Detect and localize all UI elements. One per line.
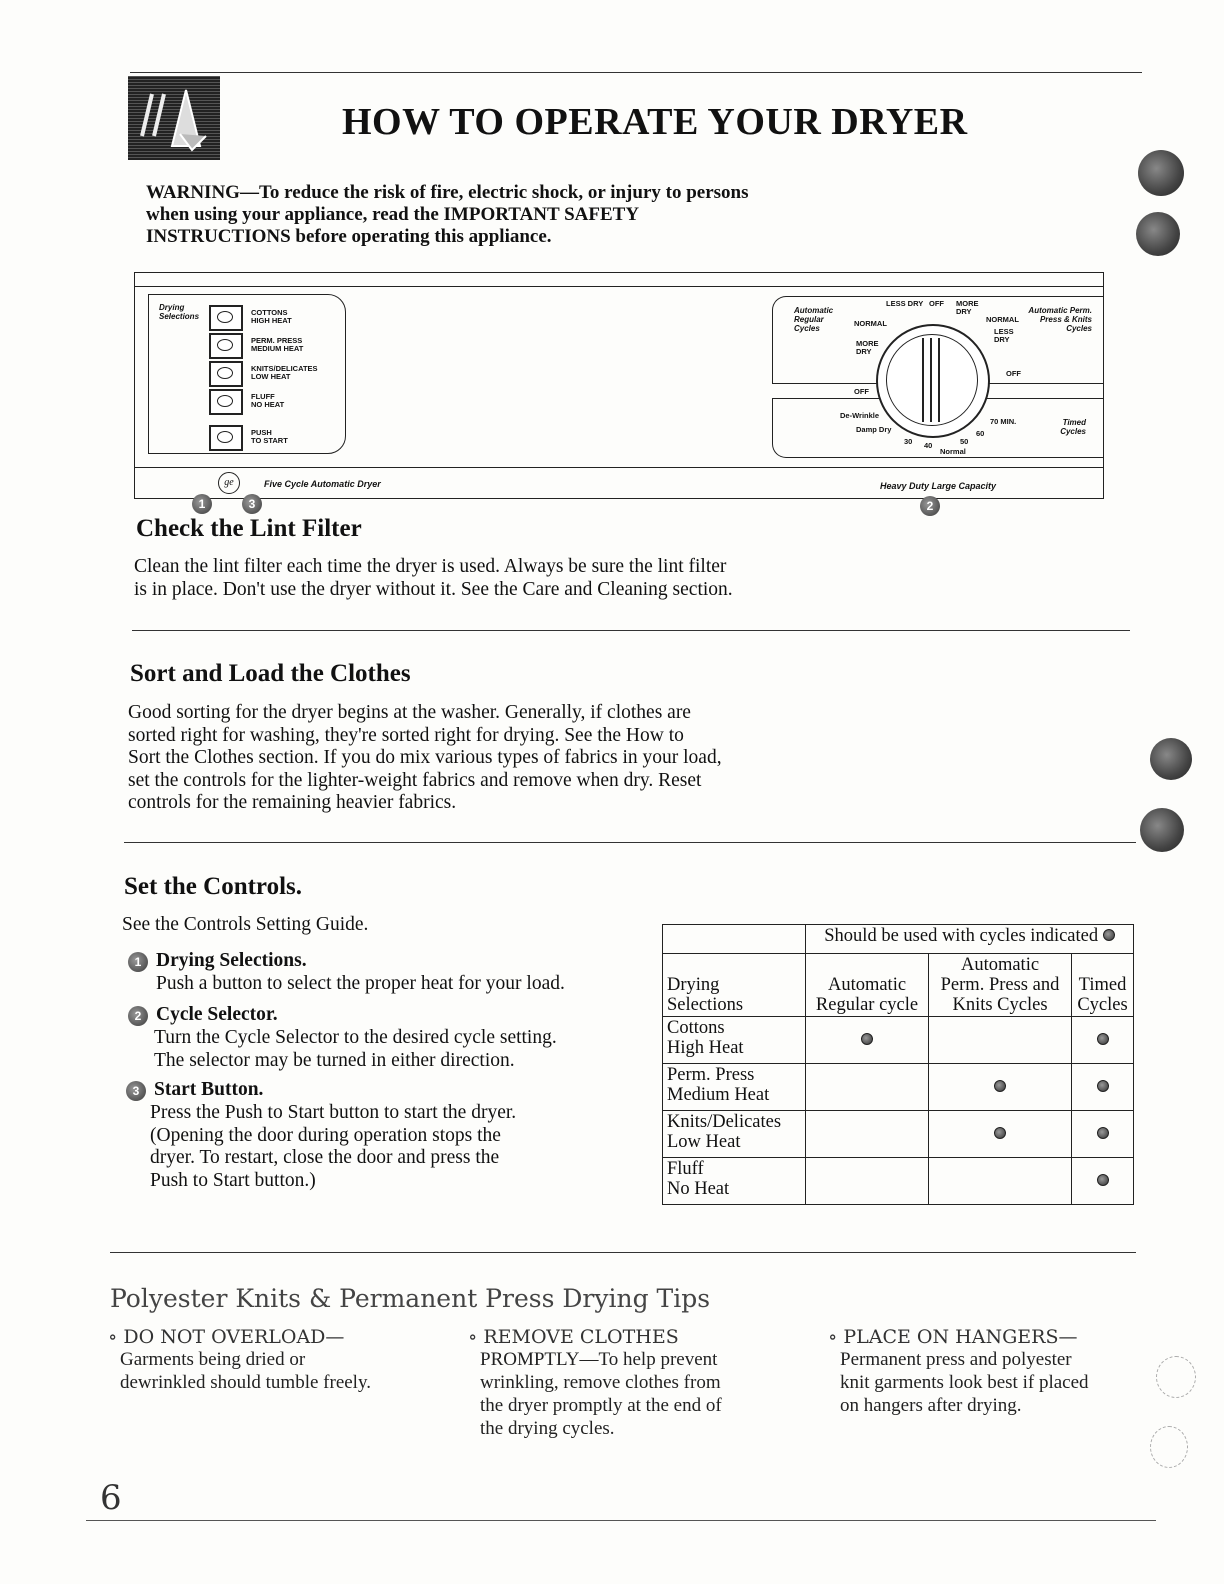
capacity-text: Heavy Duty Large Capacity bbox=[880, 481, 997, 491]
table-cell bbox=[806, 1064, 929, 1111]
dial-mark: OFF bbox=[1006, 369, 1021, 378]
item-3-body: Press the Push to Start button to start the dryer. (Opening the door during operation stops the dryer. To restart, close the door and press the Push to Start button.) bbox=[150, 1102, 517, 1191]
item-3-dot: 3 bbox=[126, 1081, 146, 1101]
bullet-icon: ∘ bbox=[108, 1326, 124, 1348]
indicator-dot-icon bbox=[1097, 1127, 1109, 1139]
table-cell bbox=[1072, 1064, 1134, 1111]
dial-mark: OFF bbox=[929, 299, 944, 308]
table-cell bbox=[1072, 1158, 1134, 1205]
section-logo bbox=[128, 76, 220, 160]
table-row: Drying Selections Automatic Regular cycle Automatic Perm. Press and Knits Cycles Timed Cycles bbox=[663, 954, 1134, 1017]
indicator-dot-icon bbox=[861, 1033, 873, 1045]
table-row bbox=[663, 925, 1134, 954]
side-marker bbox=[1136, 212, 1180, 256]
tip-2: ∘ REMOVE CLOTHES PROMPTLY—To help prevent wrinkling, remove clothes from the dryer promptly at the end of the drying cycles. bbox=[468, 1326, 722, 1439]
auto-perm-label: Automatic Perm. Press & Knits Cycles bbox=[1028, 306, 1092, 333]
perm-press-button[interactable] bbox=[209, 333, 243, 359]
lint-heading: Check the Lint Filter bbox=[136, 515, 362, 542]
side-marker bbox=[1156, 1356, 1196, 1398]
table-cell bbox=[929, 1017, 1072, 1064]
callout-1: 1 bbox=[192, 494, 212, 514]
indicator-dot-icon bbox=[994, 1080, 1006, 1092]
dial-mark: Damp Dry bbox=[856, 425, 892, 434]
row-label: Knits/Delicates Low Heat bbox=[663, 1111, 806, 1158]
item-2-heading: Cycle Selector. bbox=[156, 1004, 278, 1025]
timed-cycles-label: Timed Cycles bbox=[1060, 418, 1086, 436]
table-row bbox=[663, 1064, 1134, 1111]
ge-logo: ge bbox=[218, 472, 240, 494]
table-cell bbox=[806, 1111, 929, 1158]
tip-1: ∘ DO NOT OVERLOAD— Garments being dried or dewrinkled should tumble freely. bbox=[108, 1326, 371, 1393]
indicator-dot-icon bbox=[1097, 1174, 1109, 1186]
dial-mark: 30 bbox=[904, 437, 913, 446]
table-cell bbox=[806, 1017, 929, 1064]
table-row bbox=[663, 1111, 1134, 1158]
indicator-dot-icon bbox=[1097, 1033, 1109, 1045]
sort-heading: Sort and Load the Clothes bbox=[130, 660, 411, 687]
fluff-button[interactable] bbox=[209, 389, 243, 415]
knits-button[interactable] bbox=[209, 361, 243, 387]
perm-press-label: PERM. PRESS MEDIUM HEAT bbox=[251, 336, 304, 353]
side-marker bbox=[1150, 1426, 1188, 1468]
table-cell bbox=[929, 1064, 1072, 1111]
indicator-dot-icon bbox=[994, 1127, 1006, 1139]
knits-label: KNITS/DELICATES LOW HEAT bbox=[251, 364, 318, 381]
item-1-body: Push a button to select the proper heat for your load. bbox=[156, 973, 565, 994]
operate-icon bbox=[128, 76, 220, 160]
dial-mark: NORMAL bbox=[854, 319, 887, 328]
item-1-dot: 1 bbox=[128, 952, 148, 972]
side-marker bbox=[1138, 150, 1184, 196]
row-label: Fluff No Heat bbox=[663, 1158, 806, 1205]
dial-mark: LESS DRY bbox=[994, 327, 1014, 344]
cottons-button[interactable] bbox=[209, 305, 243, 331]
table-row bbox=[663, 1017, 1134, 1064]
table-cell bbox=[929, 1158, 1072, 1205]
dial-mark: De-Wrinkle bbox=[840, 411, 880, 420]
callout-3: 3 bbox=[242, 494, 262, 514]
controls-intro: See the Controls Setting Guide. bbox=[122, 914, 369, 935]
row-label: Cottons High Heat bbox=[663, 1017, 806, 1064]
table-cell bbox=[1072, 1111, 1134, 1158]
page-number: 6 bbox=[100, 1478, 122, 1518]
controls-setting-guide-table bbox=[662, 924, 1134, 1205]
dial-mark: OFF bbox=[854, 387, 869, 396]
brand-text: Five Cycle Automatic Dryer bbox=[264, 479, 381, 489]
row-label: Perm. Press Medium Heat bbox=[663, 1064, 806, 1111]
dial-mark: 70 MIN. bbox=[990, 417, 1017, 426]
item-1-heading: Drying Selections. bbox=[156, 950, 307, 971]
item-3-heading: Start Button. bbox=[154, 1079, 264, 1100]
bullet-icon: ∘ bbox=[828, 1326, 844, 1348]
drying-selections-label: Drying Selections bbox=[159, 303, 200, 321]
control-panel-illustration bbox=[134, 272, 1104, 513]
table-cell bbox=[806, 1158, 929, 1205]
indicator-dot-icon bbox=[1103, 929, 1115, 941]
bullet-icon: ∘ bbox=[468, 1326, 484, 1348]
sort-body: Good sorting for the dryer begins at the washer. Generally, if clothes are sorted right for washing, they're sorted right for drying. See the How to Sort the Clothes section. If you do mix various types of fabrics in your load, set the controls for the lighter-weight fabrics and remove when dry. Reset controls for the remaining heavier fabrics. bbox=[128, 702, 722, 813]
table-header-span: Should be used with cycles indicated bbox=[824, 926, 1099, 946]
dial-mark: 40 bbox=[924, 441, 933, 450]
page-title: HOW TO OPERATE YOUR DRYER bbox=[342, 101, 968, 143]
dial-mark: Normal bbox=[940, 447, 966, 456]
item-2-body: Turn the Cycle Selector to the desired cycle setting. The selector may be turned in either direction. bbox=[154, 1027, 557, 1071]
tips-heading: Polyester Knits & Permanent Press Drying Tips bbox=[110, 1284, 711, 1313]
dial-mark: 60 bbox=[976, 429, 985, 438]
tip-3: ∘ PLACE ON HANGERS— Permanent press and polyester knit garments look best if placed on hangers after drying. bbox=[828, 1326, 1089, 1416]
item-2-dot: 2 bbox=[128, 1006, 148, 1026]
cottons-label: COTTONS HIGH HEAT bbox=[251, 308, 292, 325]
selection-box bbox=[148, 294, 346, 454]
dial-mark: MORE DRY bbox=[856, 339, 879, 356]
start-button[interactable] bbox=[209, 425, 243, 451]
dial-mark: 50 bbox=[960, 437, 969, 446]
lint-body: Clean the lint filter each time the dryer is used. Always be sure the lint filter is in place. Don't use the dryer without it. See the Care and Cleaning section. bbox=[134, 556, 733, 600]
side-marker bbox=[1150, 738, 1192, 780]
table-cell bbox=[1072, 1017, 1134, 1064]
indicator-dot-icon bbox=[1097, 1080, 1109, 1092]
callout-2: 2 bbox=[920, 496, 940, 516]
side-marker bbox=[1140, 808, 1184, 852]
controls-heading: Set the Controls. bbox=[124, 873, 303, 900]
cycle-selector-dial[interactable] bbox=[876, 324, 990, 438]
warning-text: WARNING—To reduce the risk of fire, electric shock, or injury to persons when using your appliance, read the IMPORTANT SAFETY INSTRUCTIONS before operating this appliance. bbox=[146, 182, 749, 247]
dial-mark: MORE DRY bbox=[956, 299, 979, 316]
fluff-label: FLUFF NO HEAT bbox=[251, 392, 285, 409]
table-row bbox=[663, 1158, 1134, 1205]
table-cell bbox=[929, 1111, 1072, 1158]
dial-mark: LESS DRY bbox=[886, 299, 924, 308]
start-label: PUSH TO START bbox=[251, 428, 288, 445]
dial-mark: NORMAL bbox=[986, 315, 1019, 324]
auto-regular-label: Automatic Regular Cycles bbox=[794, 306, 834, 333]
